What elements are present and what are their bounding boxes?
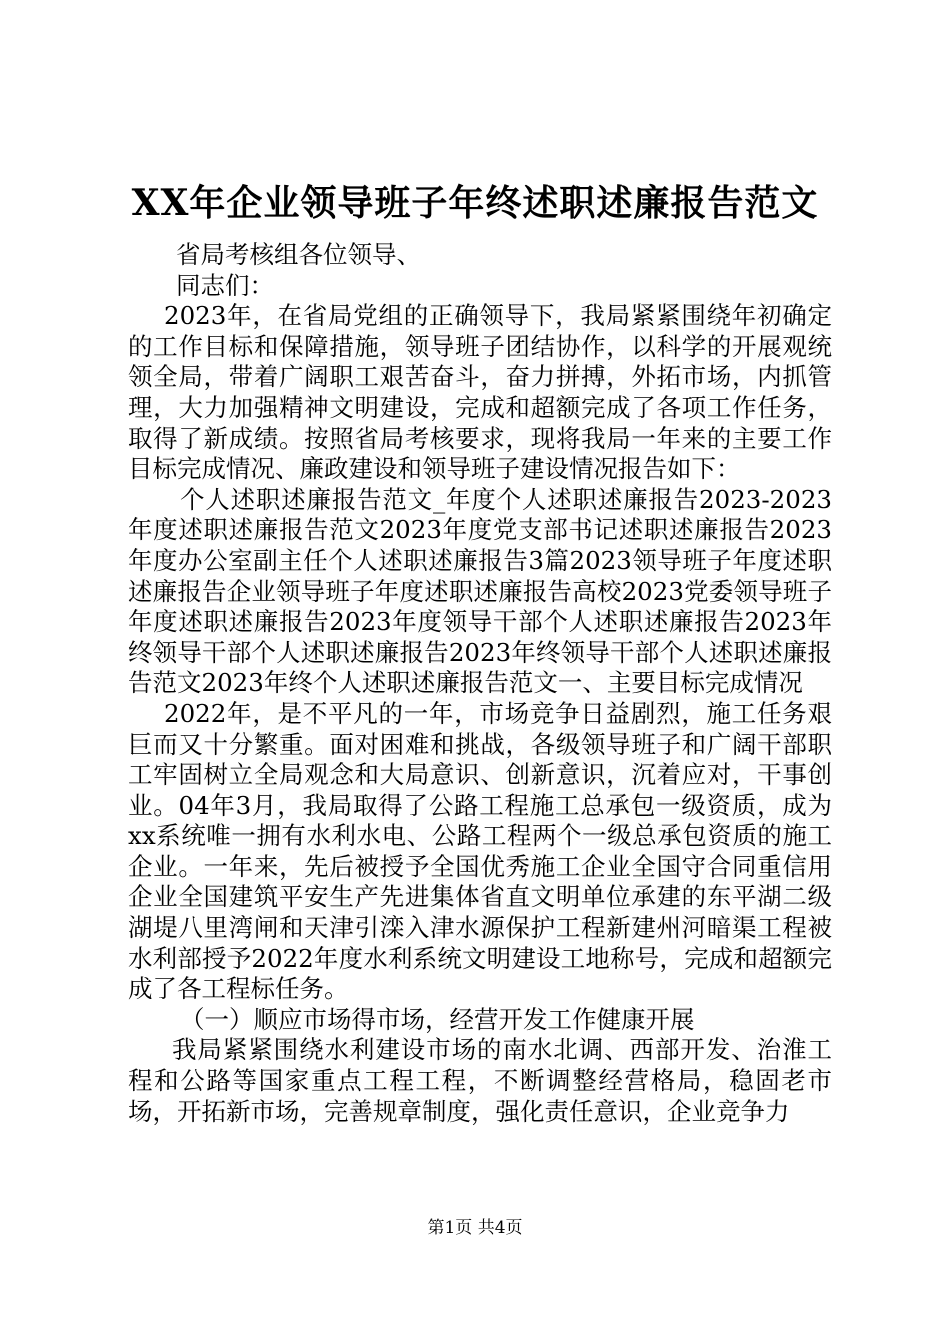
section-heading-1: （一）顺应市场得市场，经营开发工作健康开展 xyxy=(180,1004,695,1034)
salutation-line-1: 省局考核组各位领导、 xyxy=(176,240,421,269)
paragraph-related-list: 个人述职述廉报告范文_年度个人述职述廉报告2023-2023年度述职述廉报告范文2023年度党支部书记述职述廉报告2023年度办公室副主任个人述职述廉报告3篇2023领导班子年度述职述廉报告企业领导班子年度述职述廉报告高校2023党委领导班子年度述职述廉报告2023年度领导干部个人述职述廉报告2023年终领导干部个人述职述廉报告2023年终领导干部个人述职述廉报告范文2023年终个人述职述廉报告范文一、主要目标完成情况 xyxy=(128,484,832,698)
paragraph-intro: 2023年，在省局党组的正确领导下，我局紧紧围绕年初确定的工作目标和保障措施，领导班子团结协作，以科学的开展观统领全局，带着广阔职工艰苦奋斗，奋力拼搏，外拓市场，内抓管理，大力加强精神文明建设，完成和超额完成了各项工作任务，取得了新成绩。按照省局考核要求，现将我局一年来的主要工作目标完成情况、廉政建设和领导班子建设情况报告如下： xyxy=(128,301,832,484)
document-body xyxy=(128,240,832,1127)
paragraph-2022-summary: 2022年，是不平凡的一年，市场竞争日益剧烈，施工任务艰巨而又十分繁重。面对困难和挑战，各级领导班子和广阔干部职工牢固树立全局观念和大局意识、创新意识，沉着应对，干事创业。04年3月，我局取得了公路工程施工总承包一级资质，成为xx系统唯一拥有水利水电、公路工程两个一级总承包资质的施工企业。一年来，先后被授予全国优秀施工企业全国守合同重信用企业全国建筑平安生产先进集体省直文明单位承建的东平湖二级湖堤八里湾闸和天津引滦入津水源保护工程新建州河暗渠工程被水利部授予2022年度水利系统文明建设工地称号，完成和超额完成了各工程标任务。 xyxy=(128,698,832,1004)
page-number: 第1页 共4页 xyxy=(427,1218,523,1238)
paragraph-market: 我局紧紧围绕水利建设市场的南水北调、西部开发、治淮工程和公路等国家重点工程工程，不断调整经营格局，稳固老市场，开拓新市场，完善规章制度，强化责任意识，企业竞争力 xyxy=(128,1035,832,1126)
salutation-line-2: 同志们： xyxy=(176,270,274,300)
document-title: XX年企业领导班子年终述职述廉报告范文 xyxy=(131,182,819,224)
